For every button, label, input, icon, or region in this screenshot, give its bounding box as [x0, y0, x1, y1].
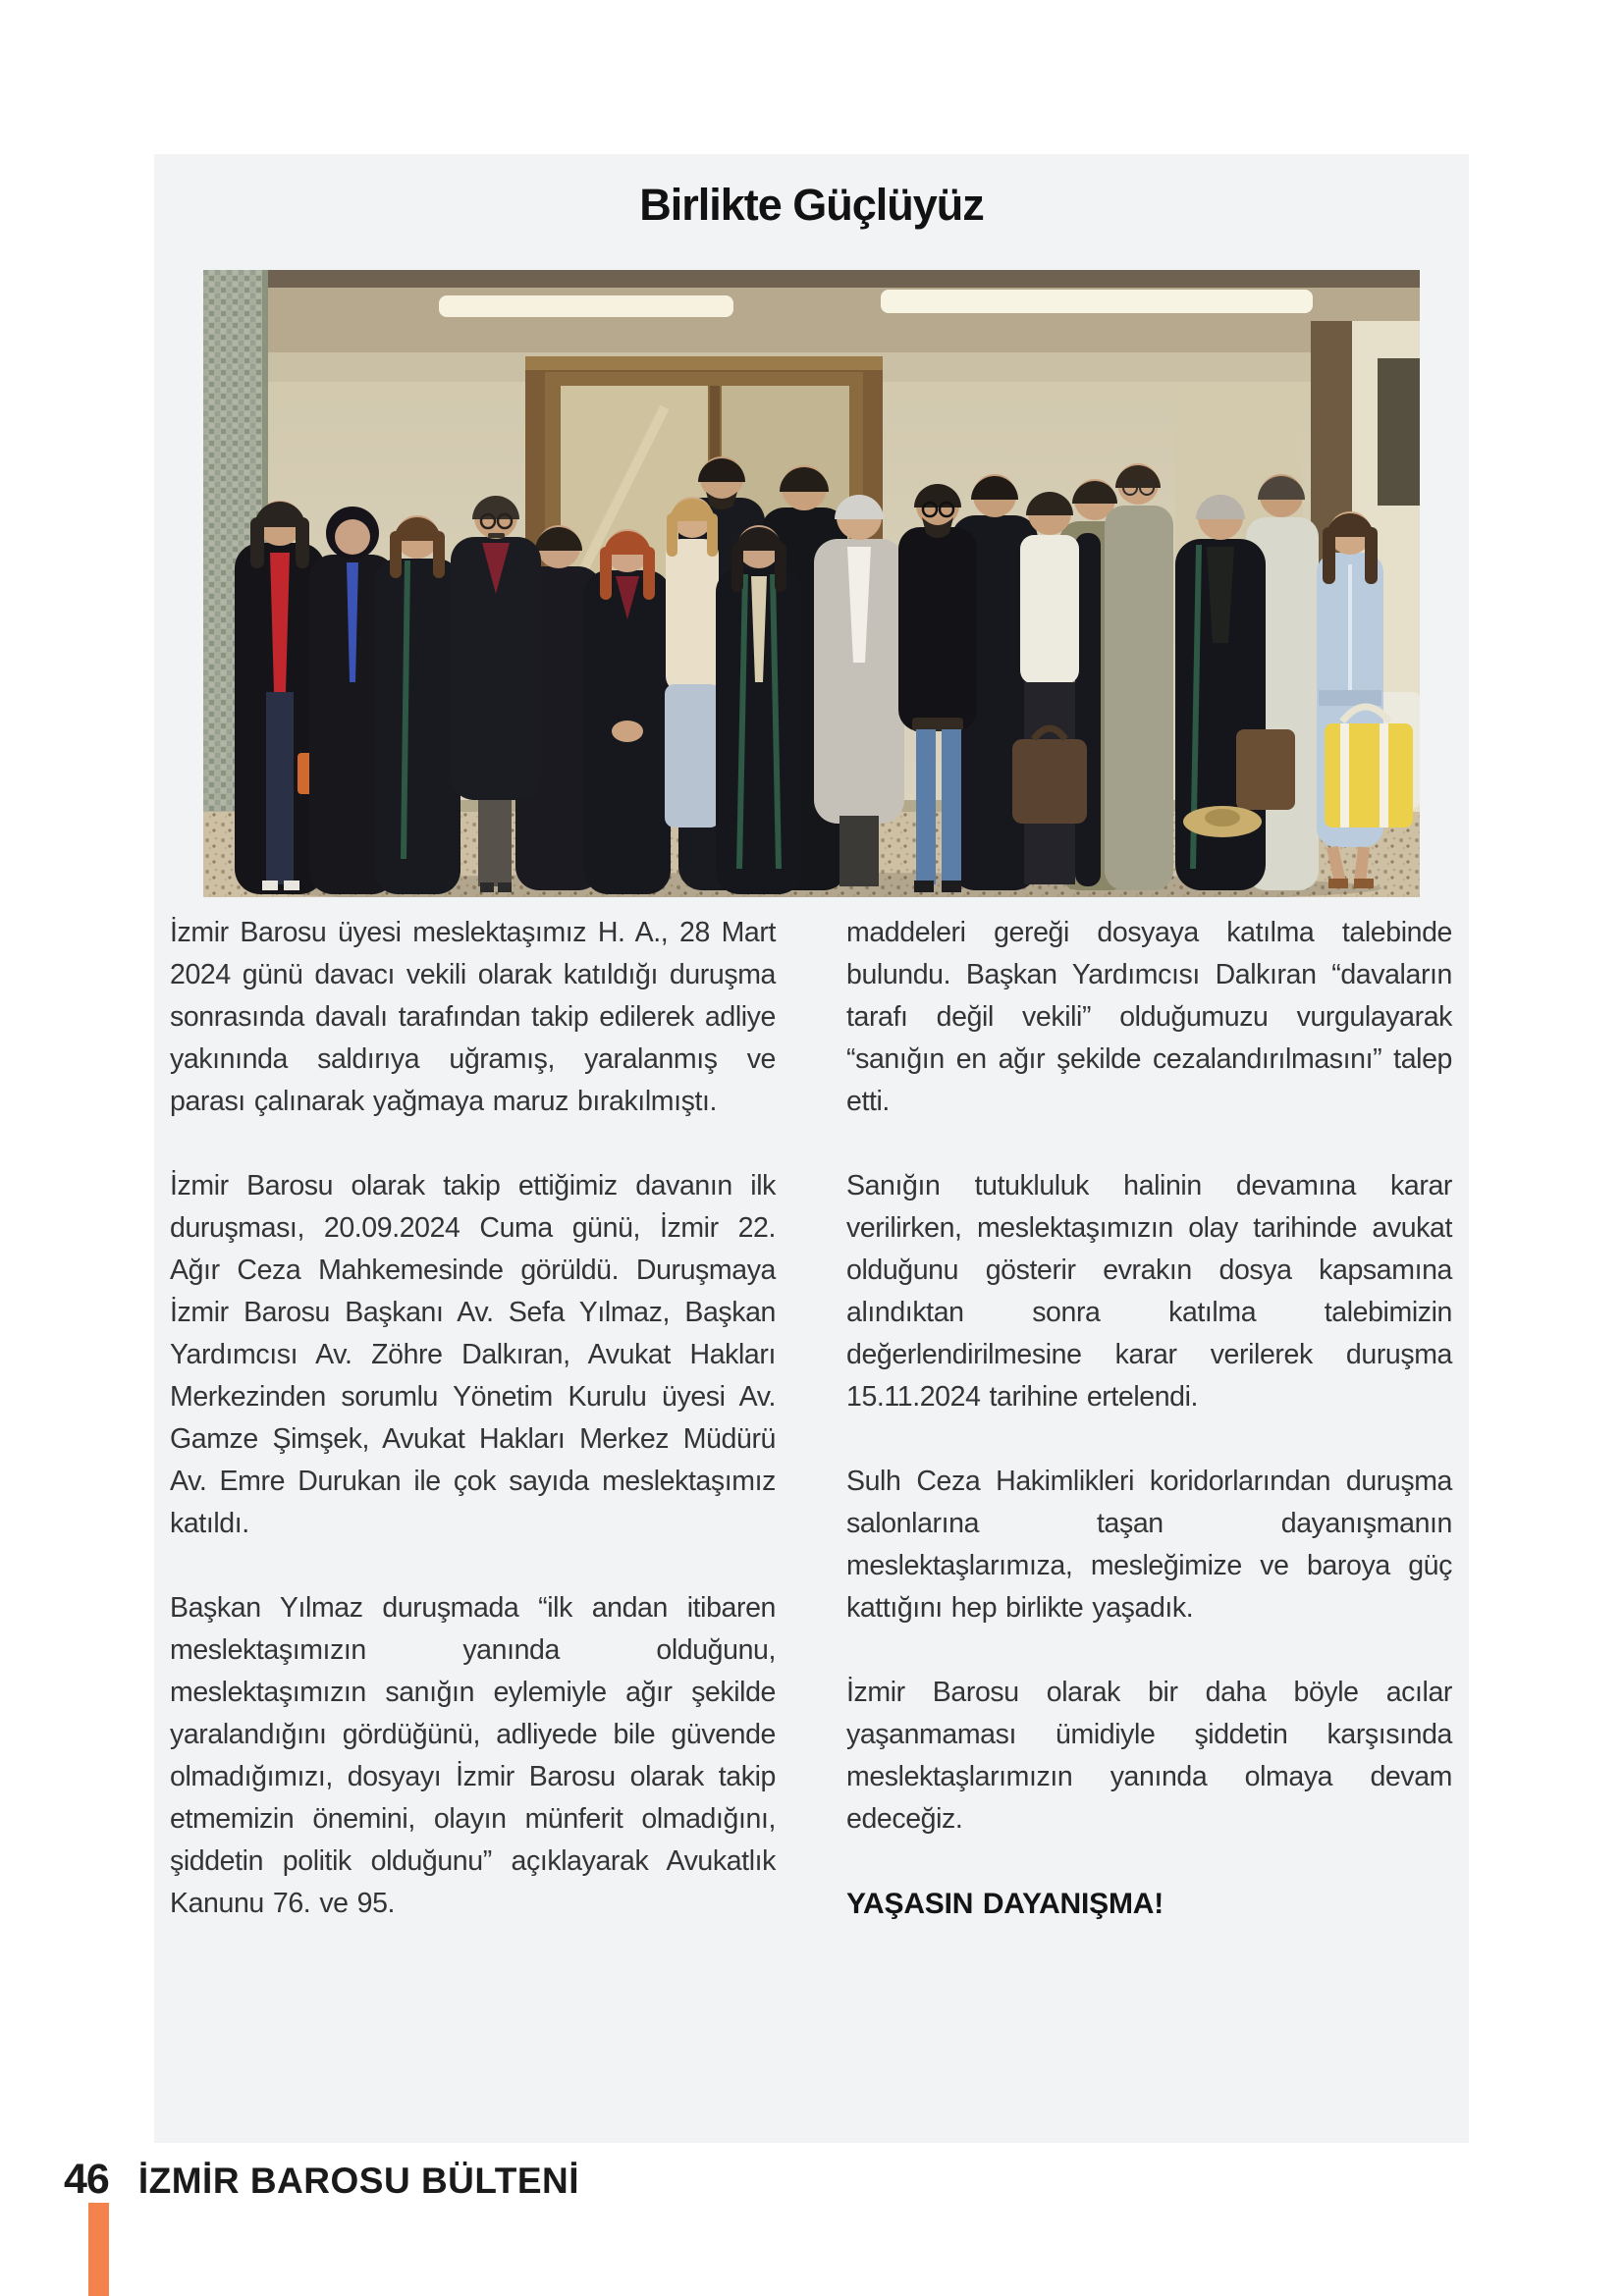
bulletin-title: İZMİR BAROSU BÜLTENİ [137, 2161, 580, 2201]
paragraph: İzmir Barosu üyesi meslektaşımız H. A., 28 Mart 2024 günü davacı vekili olarak katıldığı duruşma sonrasında davalı tarafından takip edilerek adliye yakınında saldırıya uğramış, yaralanmış ve parası çalınarak yağmaya maruz bırakılmıştı. [170, 917, 776, 1117]
article-body [170, 912, 1452, 1967]
group-photo [203, 270, 1420, 897]
page-footer [64, 2156, 579, 2204]
group-photo-illustration [203, 270, 1420, 897]
right-column [846, 912, 1452, 1967]
page-number: 46 [64, 2156, 109, 2203]
slogan: YAŞASIN DAYANIŞMA! [846, 1888, 1164, 1920]
paragraph: Sanığın tutukluluk halinin devamına karar verilirken, meslektaşımızın olay tarihinde avukat olduğunu gösterir evrakın dosya kapsamına alındıktan sonra katılma talebimizin değerlendirilmesine karar verilerek duruşma 15.11.2024 tarihine ertelendi. [846, 1170, 1452, 1413]
accent-bar [88, 2203, 109, 2296]
paragraph: İzmir Barosu olarak bir daha böyle acılar yaşanmaması ümidiyle şiddetin karşısında meslektaşlarımızın yanında olmaya devam edeceğiz. [846, 1677, 1452, 1835]
paragraph: Sulh Ceza Hakimlikleri koridorlarından duruşma salonlarına taşan dayanışmanın meslektaşlarımıza, mesleğimize ve baroya güç kattığını hep birlikte yaşadık. [846, 1466, 1452, 1624]
page-title: Birlikte Güçlüyüz [639, 180, 984, 230]
article-panel [154, 154, 1469, 2143]
left-column [170, 912, 776, 1967]
paragraph: maddeleri gereği dosyaya katılma talebinde bulundu. Başkan Yardımcısı Dalkıran “davaların tarafı değil vekili” olduğumuzu vurgulayarak “sanığın en ağır şekilde cezalandırılmasını” talep etti. [846, 917, 1452, 1117]
paragraph: İzmir Barosu olarak takip ettiğimiz davanın ilk duruşması, 20.09.2024 Cuma günü, İzmir 22. Ağır Ceza Mahkemesinde görüldü. Duruşmaya İzmir Barosu Başkanı Av. Sefa Yılmaz, Başkan Yardımcısı Av. Zöhre Dalkıran, Avukat Hakları Merkezinden sorumlu Yönetim Kurulu üyesi Av. Gamze Şimşek, Avukat Hakları Merkez Müdürü Av. Emre Durukan ile çok sayıda meslektaşımız katıldı. [170, 1170, 776, 1539]
paragraph: Başkan Yılmaz duruşmada “ilk andan itibaren meslektaşımızın yanında olduğunu, meslektaşımızın sanığın eylemiyle ağır şekilde yaralandığını gördüğünü, adliyede bile güvende olmadığımızı, dosyayı İzmir Barosu olarak takip etmemizin önemini, olayın münferit olmadığını, şiddetin politik olduğunu” açıklayarak Avukatlık Kanunu 76. ve 95. [170, 1592, 776, 1919]
